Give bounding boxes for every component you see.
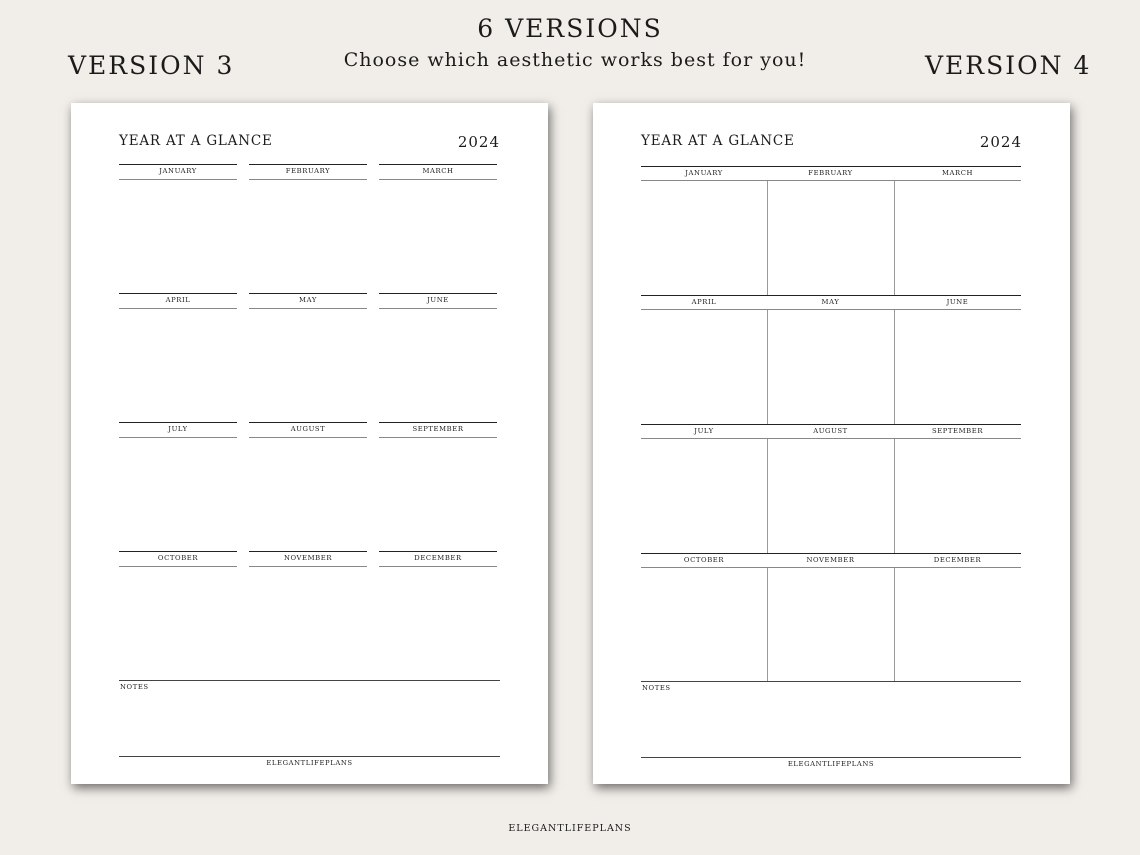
header-subtitle: Choose which aesthetic works best for you! xyxy=(343,49,807,71)
month-header: MARCH xyxy=(941,169,974,177)
column-divider xyxy=(767,181,768,295)
month-header: APRIL xyxy=(119,293,237,309)
page-year: 2024 xyxy=(457,133,500,151)
version-3-label: VERSION 3 xyxy=(68,51,235,80)
month-header: OCTOBER xyxy=(119,551,237,567)
column-divider xyxy=(894,181,895,295)
column-divider xyxy=(767,310,768,424)
month-header: JUNE xyxy=(946,298,969,306)
month-header: JANUARY xyxy=(685,169,723,177)
month-header: DECEMBER xyxy=(933,556,982,564)
month-header: MARCH xyxy=(379,164,497,180)
page-title: YEAR AT A GLANCE xyxy=(119,133,273,149)
month-grid xyxy=(641,166,1021,682)
month-header: FEBRUARY xyxy=(808,169,853,177)
month-header: JULY xyxy=(694,427,714,435)
month-row xyxy=(641,166,1021,295)
notes-label: NOTES xyxy=(120,683,149,691)
column-divider xyxy=(894,439,895,553)
month-header: SEPTEMBER xyxy=(931,427,984,435)
month-header: APRIL xyxy=(691,298,717,306)
version-4-label: VERSION 4 xyxy=(925,51,1092,80)
notes-label: NOTES xyxy=(642,684,671,692)
month-row xyxy=(119,422,500,551)
page-year: 2024 xyxy=(979,133,1022,151)
month-row xyxy=(641,295,1021,424)
planner-page-version-4 xyxy=(593,103,1070,784)
month-header: JUNE xyxy=(379,293,497,309)
bottom-divider xyxy=(119,756,500,757)
month-header: AUGUST xyxy=(813,427,848,435)
month-row xyxy=(119,164,500,293)
month-header: NOVEMBER xyxy=(806,556,855,564)
page-brand: ELEGANTLIFEPLANS xyxy=(787,760,875,768)
month-header: MAY xyxy=(249,293,367,309)
notes-divider xyxy=(641,681,1021,682)
month-header: SEPTEMBER xyxy=(379,422,497,438)
month-header: JULY xyxy=(119,422,237,438)
column-divider xyxy=(894,568,895,682)
month-row xyxy=(119,293,500,422)
planner-page-version-3 xyxy=(71,103,548,784)
header-title: 6 VERSIONS xyxy=(477,14,663,43)
page-brand: ELEGANTLIFEPLANS xyxy=(266,759,353,767)
month-header: JANUARY xyxy=(119,164,237,180)
column-divider xyxy=(894,310,895,424)
month-header: FEBRUARY xyxy=(249,164,367,180)
month-row xyxy=(641,553,1021,682)
bottom-divider xyxy=(641,757,1021,758)
month-header: AUGUST xyxy=(249,422,367,438)
footer-brand: ELEGANTLIFEPLANS xyxy=(508,823,632,834)
month-header: DECEMBER xyxy=(379,551,497,567)
page-title: YEAR AT A GLANCE xyxy=(641,133,795,149)
column-divider xyxy=(767,568,768,682)
notes-divider xyxy=(119,680,500,681)
month-grid xyxy=(119,164,500,680)
month-row xyxy=(119,551,500,680)
column-divider xyxy=(767,439,768,553)
month-header: OCTOBER xyxy=(683,556,725,564)
month-row xyxy=(641,424,1021,553)
month-header: MAY xyxy=(821,298,840,306)
month-header: NOVEMBER xyxy=(249,551,367,567)
